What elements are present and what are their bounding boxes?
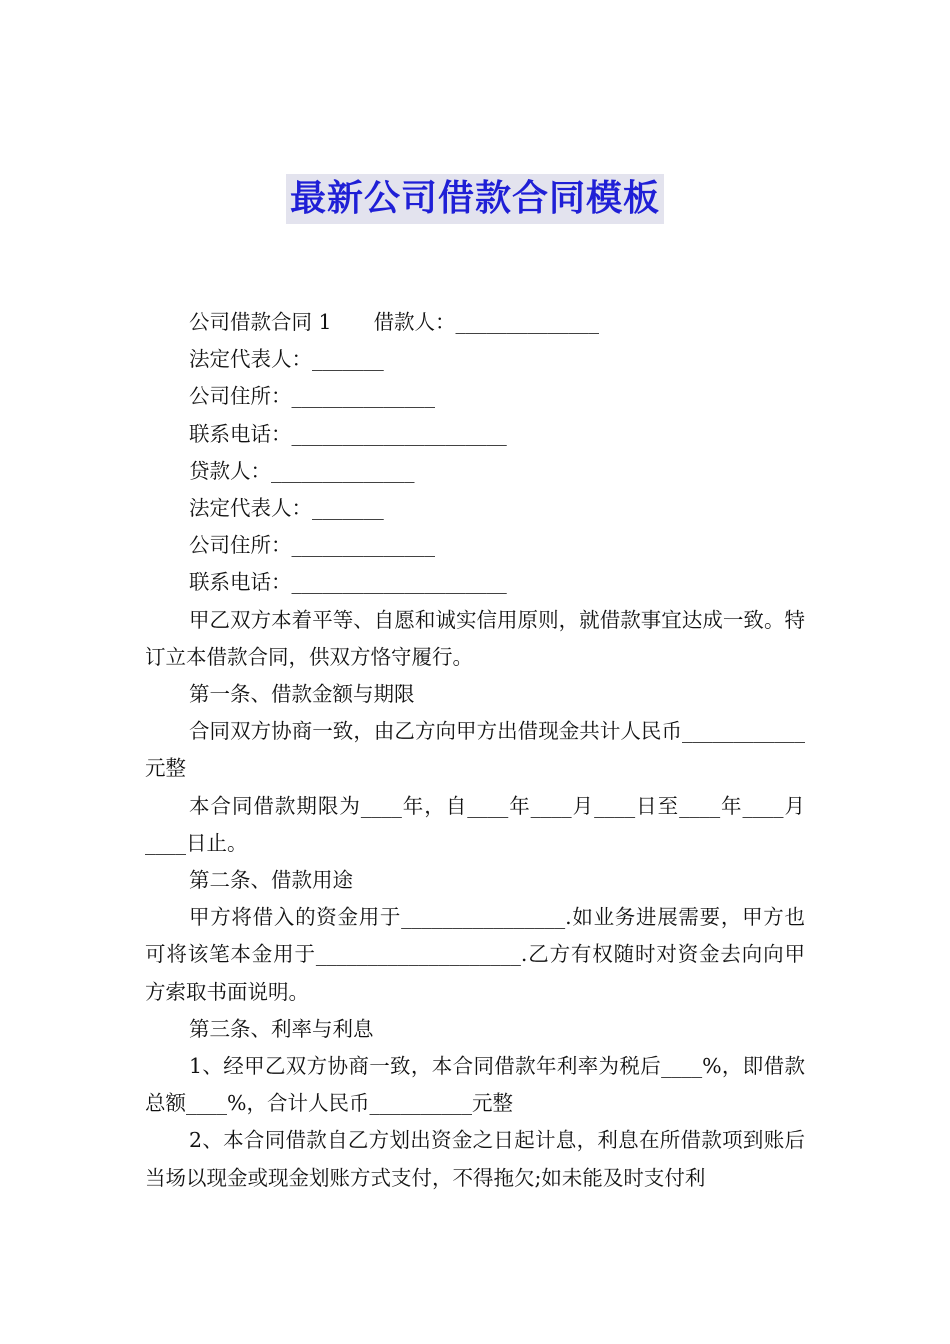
borrower-phone: 联系电话：_____________________ (189, 421, 507, 446)
lender-address: 公司住所：______________ (189, 533, 435, 558)
borrower-legal-rep: 法定代表人：_______ (189, 347, 384, 372)
intro-paragraph: 甲乙双方本着平等、自愿和诚实信用原则，就借款事宜达成一致。特订立本借款合同，供双方恪守履行。 (145, 607, 805, 669)
lender-legal-rep: 法定代表人：_______ (189, 496, 384, 521)
article2-text: 甲方将借入的资金用于________________.如业务进展需要，甲方也可将该笔本金用于____________________.乙方有权随时对资金去向向甲方索取书面说明。 (145, 905, 805, 1004)
contract-number: 公司借款合同 1 (189, 310, 332, 334)
article1-heading: 第一条、借款金额与期限 (189, 682, 415, 707)
article1-amount: 合同双方协商一致，由乙方向甲方出借现金共计人民币____________元整 (145, 719, 805, 781)
borrower-field: 借款人：______________ (373, 310, 600, 334)
article1-term: 本合同借款期限为____年，自____年____月____日至____年____月____日止。 (145, 793, 805, 855)
article2-heading: 第二条、借款用途 (189, 868, 353, 893)
borrower-address: 公司住所：______________ (189, 384, 435, 409)
lender-field: 贷款人：______________ (189, 458, 415, 483)
article3-item2: 2、本合同借款自乙方划出资金之日起计息，利息在所借款项到账后当场以现金或现金划账方式支付，不得拖欠;如未能及时支付利 (145, 1128, 805, 1190)
article3-item1: 1、经甲乙双方协商一致，本合同借款年利率为税后____%，即借款总额____%，合计人民币__________元整 (145, 1054, 805, 1116)
lender-phone: 联系电话：_____________________ (189, 570, 507, 595)
document-title: 最新公司借款合同模板 (286, 174, 664, 224)
header-line (145, 304, 805, 341)
article3-heading: 第三条、利率与利息 (189, 1016, 374, 1041)
document-title-wrap (0, 174, 950, 224)
document-body (145, 304, 805, 1197)
